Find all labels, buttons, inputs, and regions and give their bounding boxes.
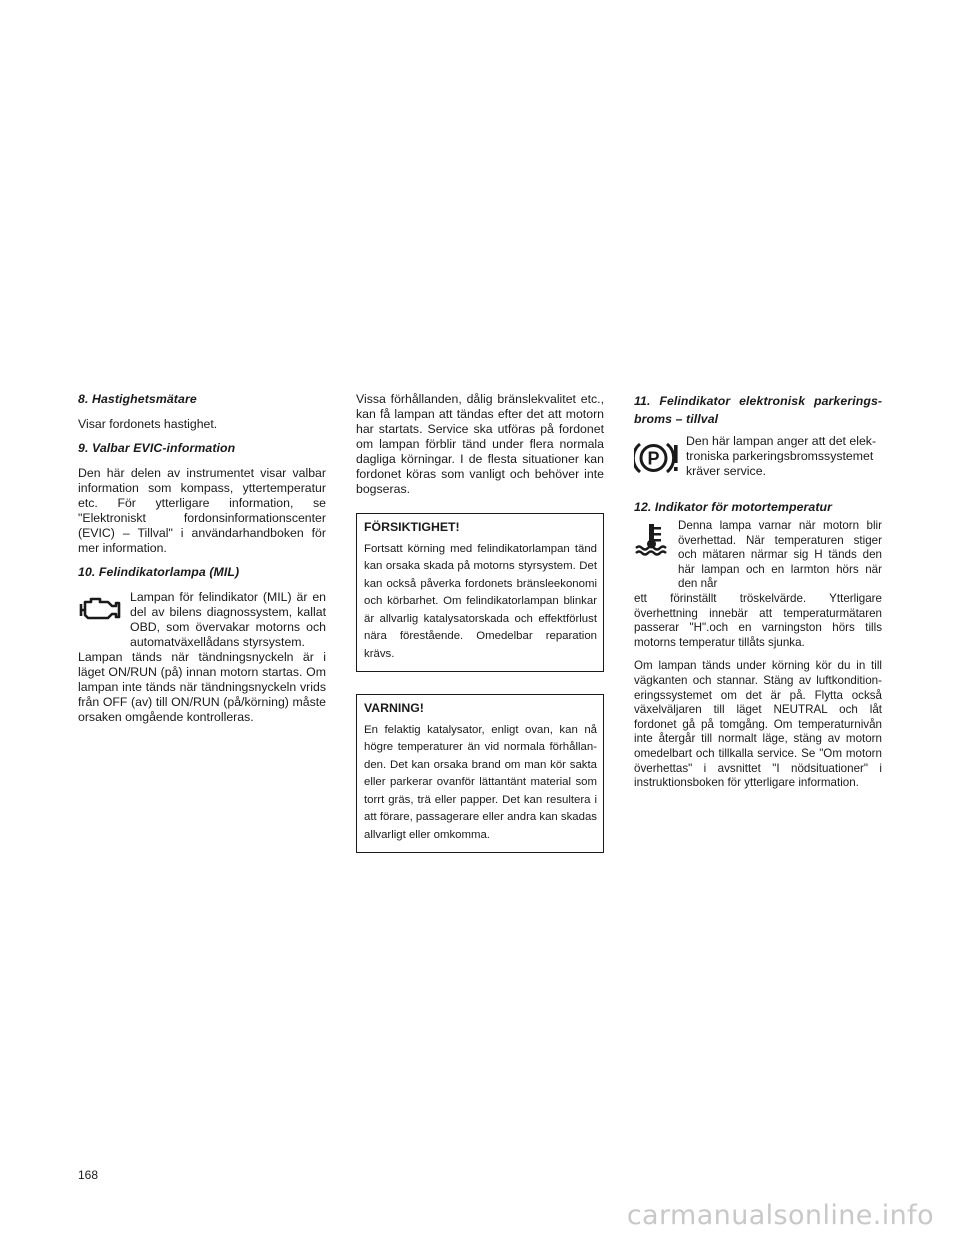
caution-body: Fortsatt körning med felindikatorlampan tänd kan orsaka skada på motorns styrsystem. Det kan också påverka fordonets bränsleekonomi och körbarhet. Om felindikatorlampan blinkar är allvarlig katalysatorskada och effektförlust nära förestående. Omedelbar reparation krävs.: [364, 542, 597, 660]
paragraph-temperature-wrap: Denna lampa varnar när motorn blir överhettad. När temperaturen stiger och mätaren närmar sig H tänds den här lampan och en larmton hörs när den når: [678, 519, 882, 591]
paragraph-mil-rest: Lampan tänds när tändningsnyckeln är i läget ON/RUN (på) innan motorn startas. Om lampan inte tänds när tändningsnyckeln vrids från OFF (av) till ON/RUN (på/körning) måste orsaken omgående kontrolleras.: [78, 650, 326, 724]
paragraph-evic: Den här delen av instrumentet visar valbar information som kompass, yttertemperatur etc. För ytterligare information, se "Elektroniskt fordonsinformationscenter (EVIC) – Tillval" i användarhandboken för mer information.: [78, 466, 326, 555]
watermark: carmanualsonline.info: [626, 1200, 934, 1231]
paragraph-conditions: Vissa förhållanden, dålig bränslekvalitet etc., kan få lampan att tändas efter det att motorn har startats. Service ska utföras på fordonet om lampan förblir tänd under flera normala dagliga körningar. I de flesta situationer kan fordonet köras som vanligt och behöver inte bogseras.: [356, 392, 604, 496]
paragraph-temperature-rest: ett förinställt tröskelvärde. Ytterligare överhettning innebär att temperaturmätaren passerar "H".och en varningston hörs tills motorns temperatur tillåts sjunka.: [634, 591, 882, 649]
column-3: [634, 392, 882, 800]
warning-box: [356, 694, 604, 853]
warning-body: En felaktig katalysator, enligt ovan, kan nå högre temperaturer än vid normala förhållanden. Det kan orsaka brand om man kör sakta eller parkerar ovanför lättantänt material som torrt gräs, trä eller papper. Det kan resultera i att förare, passagerare eller andra kan skadas allvarligt eller omkomma.: [364, 723, 598, 841]
svg-text:P: P: [647, 448, 660, 469]
warning-title: VARNING!: [364, 701, 424, 715]
caution-box: [356, 513, 604, 672]
heading-evic: 9. Valbar EVIC-information: [78, 441, 236, 455]
parking-brake-icon-block: [634, 434, 882, 482]
engine-temperature-icon: [634, 519, 678, 561]
column-1: [78, 392, 326, 734]
mil-icon-block: [78, 590, 326, 650]
column-2: [356, 392, 604, 853]
heading-engine-temperature: 12. Indikator för motortemperatur: [634, 500, 833, 514]
page-number: 168: [78, 1168, 99, 1182]
caution-title: FÖRSIKTIGHET!: [364, 520, 460, 534]
heading-speedometer: 8. Hastighetsmätare: [78, 392, 197, 406]
paragraph-overheating: Om lampan tänds under körning kör du in till vägkanten och stannar. Stäng av luftkonditioneringssystemet om det är på. Flytta också växelväljaren till läget NEUTRAL och låt fordonet gå på tomgång. Om temperaturnivån inte återgår till normalt läge, stäng av motorn omedelbart och tillkalla service. Se "Om motorn överhettas" i avsnittet "I nödsituationer" i instruktionsboken för ytterligare information.: [634, 659, 882, 790]
parking-brake-fault-icon: [634, 434, 686, 482]
temperature-icon-block: [634, 519, 882, 592]
heading-mil: 10. Felindikatorlampa (MIL): [78, 565, 240, 579]
check-engine-icon: [78, 590, 130, 626]
paragraph-speedometer: Visar fordonets hastighet.: [78, 417, 218, 431]
paragraph-parking-brake: Den här lampan anger att det elektroniska parkeringsbromssystemet kräver service.: [686, 434, 877, 478]
heading-parking-brake: 11. Felindikator elektronisk parkeringsbroms – tillval: [634, 394, 882, 426]
paragraph-mil-wrap: Lampan för felindikator (MIL) är en del av bilens diagnossystem, kallat OBD, som övervakar motorns och automatväxellådans styrsystem.: [130, 590, 326, 649]
